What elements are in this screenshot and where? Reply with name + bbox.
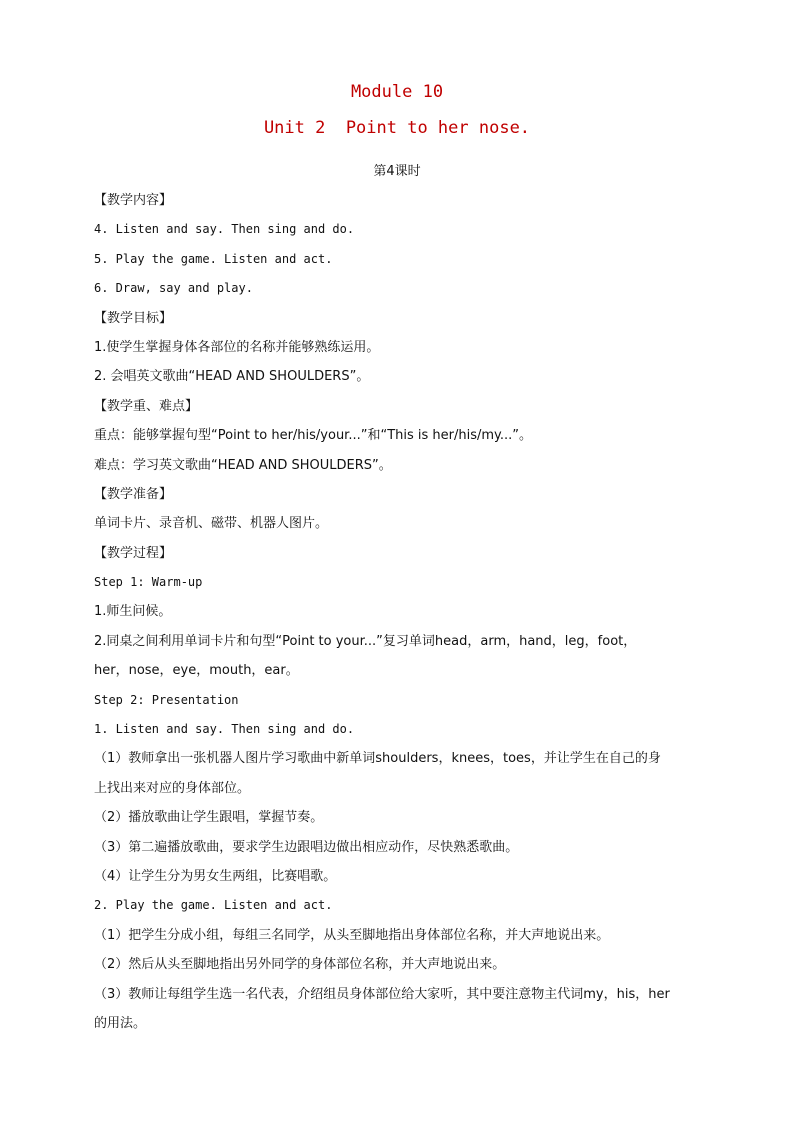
content-item-6: 6. Draw, say and play. <box>94 281 253 296</box>
section-heading-content: 【教学内容】 <box>94 193 173 208</box>
unit-title: Unit 2 Point to her nose. <box>263 118 531 138</box>
lesson-label: 第4课时 <box>373 164 421 179</box>
key-point: 重点：能够掌握句型“Point to her/his/your...”和“This is her/his/my...”。 <box>94 428 533 444</box>
section-heading-process: 【教学过程】 <box>94 545 173 561</box>
activity-2-step-1: （1）把学生分成小组，每组三名同学，从头至脚地指出身体部位名称，并大声地说出来。 <box>94 927 610 943</box>
step-1-heading: Step 1: Warm-up <box>94 575 203 590</box>
activity-1-step-1-line-1: （1）教师拿出一张机器人图片学习歌曲中新单词shoulders，knees，toes，并让学生在自己的身 <box>94 751 661 767</box>
section-heading-key-points: 【教学重、难点】 <box>94 398 199 414</box>
activity-2-step-3-line-1: （3）教师让每组学生选一名代表，介绍组员身体部位给大家听，其中要注意物主代词my，his，her <box>94 986 670 1002</box>
section-heading-preparation: 【教学准备】 <box>94 486 173 502</box>
activity-2-step-2: （2）然后从头至脚地指出另外同学的身体部位名称，并大声地说出来。 <box>94 957 506 973</box>
step-2-heading: Step 2: Presentation <box>94 692 239 707</box>
content-item-4: 4. Listen and say. Then sing and do. <box>94 222 355 237</box>
objective-2: 2. 会唱英文歌曲“HEAD AND SHOULDERS”。 <box>94 369 370 385</box>
difficult-point: 难点：学习英文歌曲“HEAD AND SHOULDERS”。 <box>94 457 392 473</box>
activity-2-step-3-line-2: 的用法。 <box>94 1015 147 1031</box>
preparation-items: 单词卡片、录音机、磁带、机器人图片。 <box>94 516 329 532</box>
step-1-item-2-line-1: 2.同桌之间利用单词卡片和句型“Point to your...”复习单词head，arm，hand，leg，foot， <box>94 633 637 649</box>
activity-1-step-4: （4）让学生分为男女生两组，比赛唱歌。 <box>94 868 337 884</box>
step-1-item-2-line-2: her，nose，eye，mouth，ear。 <box>94 663 299 679</box>
objective-1: 1.使学生掌握身体各部位的名称并能够熟练运用。 <box>94 339 380 355</box>
activity-1-step-3: （3）第二遍播放歌曲，要求学生边跟唱边做出相应动作，尽快熟悉歌曲。 <box>94 839 519 855</box>
step-2-activity-2: 2. Play the game. Listen and act. <box>94 898 333 913</box>
activity-1-step-2: （2）播放歌曲让学生跟唱，掌握节奏。 <box>94 810 324 826</box>
step-2-activity-1: 1. Listen and say. Then sing and do. <box>94 722 355 737</box>
activity-1-step-1-line-2: 上找出来对应的身体部位。 <box>94 780 251 796</box>
lesson-plan-body <box>94 186 706 1038</box>
content-item-5: 5. Play the game. Listen and act. <box>94 251 333 266</box>
section-heading-objectives: 【教学目标】 <box>94 310 173 326</box>
step-1-item-1: 1.师生问候。 <box>94 604 172 620</box>
module-title: Module 10 <box>350 82 444 102</box>
